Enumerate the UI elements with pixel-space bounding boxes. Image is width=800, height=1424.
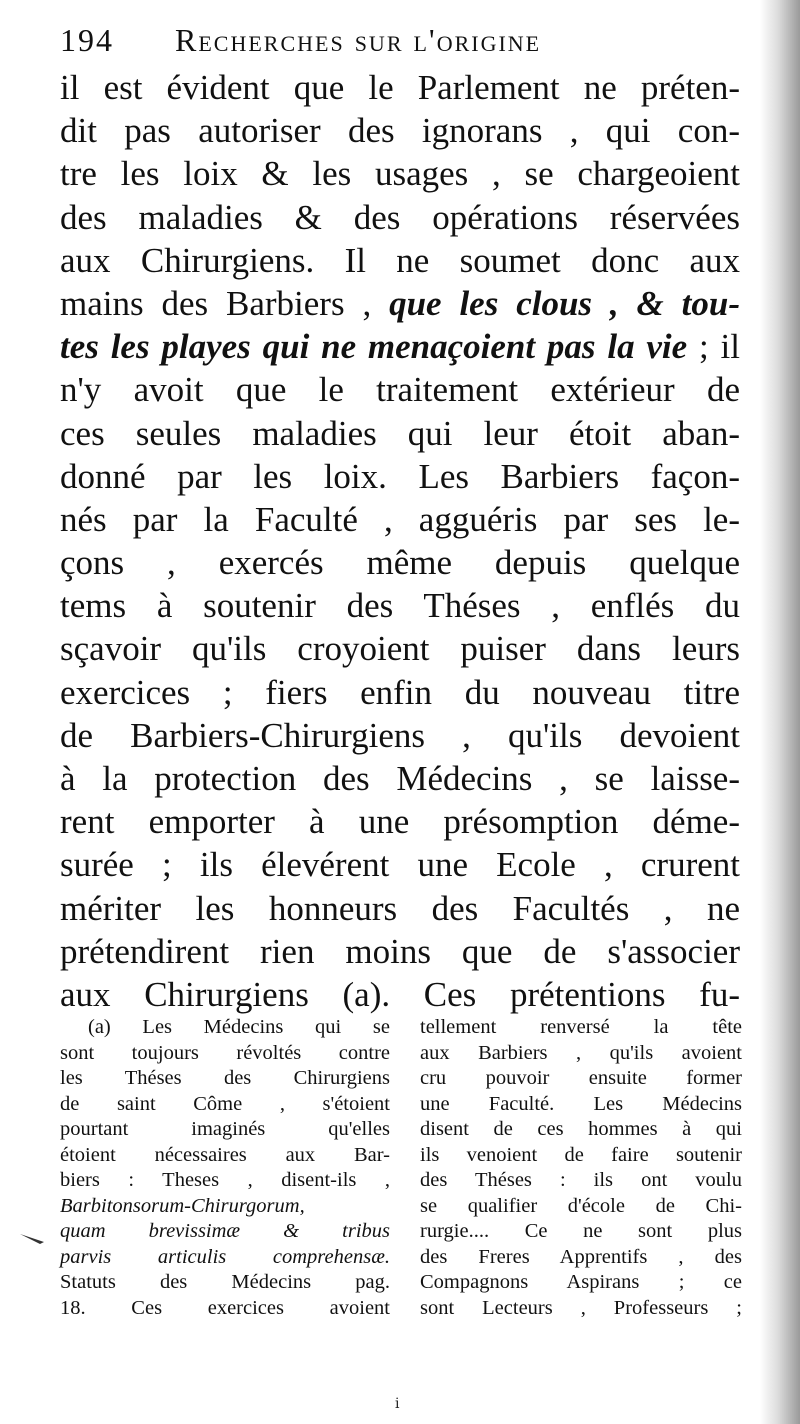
footnote-line: tellement renversé la tête bbox=[420, 1016, 742, 1038]
italic-phrase: tes les playes qui ne menaçoient pas la vie bbox=[60, 327, 688, 367]
footnote-left-column bbox=[60, 1015, 390, 1321]
footnote-line: une Faculté. Les Médecins bbox=[420, 1092, 742, 1115]
text-line: de Barbiers-Chirurgiens , qu'ils devoient bbox=[60, 715, 740, 755]
footnote-line: ils venoient de faire soutenir bbox=[420, 1143, 742, 1166]
text-line: mériter les honneurs des Facultés , ne bbox=[60, 888, 740, 928]
italic-phrase: que les clous , & tou- bbox=[389, 283, 740, 323]
text-line: sçavoir qu'ils croyoient puiser dans leurs bbox=[60, 629, 740, 669]
page-edge-shadow bbox=[760, 0, 800, 1424]
text-line: tems à soutenir des Théses , enflés du bbox=[60, 586, 740, 626]
text-line: ces seules maladies qui leur étoit aban- bbox=[60, 413, 740, 453]
footnote-line: aux Barbiers , qu'ils avoient bbox=[420, 1041, 742, 1064]
text-line: tre les loix & les usages , se chargeoient bbox=[60, 154, 740, 194]
text-line: exercices ; fiers enfin du nouveau titre bbox=[60, 672, 740, 712]
text-line: il est évident que le Parlement ne préten- bbox=[60, 68, 740, 107]
running-title: Recherches sur l'origine bbox=[175, 22, 542, 58]
text-line: n'y avoit que le traitement extérieur de bbox=[60, 370, 740, 410]
footnote-line: biers : Theses , disent-ils , bbox=[60, 1169, 390, 1191]
footnote-line-italic: Barbitonsorum-Chirurgorum, bbox=[60, 1194, 305, 1217]
footnote-line-italic: parvis articulis comprehensæ. bbox=[60, 1245, 390, 1268]
footnote-line: sont toujours révoltés contre bbox=[60, 1041, 390, 1064]
footnote-line: Compagnons Aspirans ; ce bbox=[420, 1271, 742, 1293]
footnote-line: disent de ces hommes à qui bbox=[420, 1118, 742, 1140]
footnote-line: rurgie.... Ce ne sont plus bbox=[420, 1220, 742, 1242]
text-segment: mains des Barbiers , bbox=[60, 283, 390, 323]
main-body-text bbox=[60, 66, 740, 1016]
text-line: rent emporter à une présomption déme- bbox=[60, 802, 740, 842]
text-line: donné par les loix. Les Barbiers façon- bbox=[60, 456, 740, 496]
footnote-line: des Théses : ils ont voulu bbox=[420, 1169, 742, 1191]
text-line: aux Chirurgiens (a). Ces prétentions fu- bbox=[60, 974, 740, 1014]
footnote-line: pourtant imaginés qu'elles bbox=[60, 1118, 390, 1140]
bottom-mark: i bbox=[395, 1396, 400, 1412]
footnote-right-column bbox=[420, 1015, 742, 1321]
text-line: des maladies & des opérations réservées bbox=[60, 197, 740, 237]
footnote-line: cru pouvoir ensuite former bbox=[420, 1067, 742, 1089]
footnote-line: étoient nécessaires aux Bar- bbox=[60, 1143, 390, 1166]
footnote-line-italic: quam brevissimæ & tribus bbox=[60, 1220, 390, 1242]
text-line: nés par la Faculté , agguéris par ses le- bbox=[60, 499, 740, 539]
footnote-line: se qualifier d'école de Chi- bbox=[420, 1194, 742, 1217]
footnote-line: sont Lecteurs , Professeurs ; bbox=[420, 1296, 742, 1319]
text-line: dit pas autoriser des ignorans , qui con- bbox=[60, 111, 740, 151]
footnote-line: (a) Les Médecins qui se bbox=[88, 1016, 390, 1038]
footnote-line: des Freres Apprentifs , des bbox=[420, 1245, 742, 1268]
text-line: çons , exercés même depuis quelque bbox=[60, 543, 740, 583]
footnote-line: les Théses des Chirurgiens bbox=[60, 1067, 390, 1089]
margin-mark-icon bbox=[18, 1228, 48, 1246]
text-line bbox=[60, 325, 740, 368]
footnote-line: 18. Ces exercices avoient bbox=[60, 1296, 390, 1319]
page-header bbox=[60, 22, 700, 72]
text-line: à la protection des Médecins , se laisse- bbox=[60, 759, 740, 798]
text-line: aux Chirurgiens. Il ne soumet donc aux bbox=[60, 240, 740, 280]
text-line: prétendirent rien moins que de s'associer bbox=[60, 931, 740, 971]
page-number: 194 bbox=[60, 22, 114, 58]
text-line bbox=[60, 282, 740, 325]
text-line: surée ; ils élevérent une Ecole , crurent bbox=[60, 845, 740, 885]
footnote-line: de saint Côme , s'étoient bbox=[60, 1092, 390, 1115]
footnote-line: Statuts des Médecins pag. bbox=[60, 1271, 390, 1293]
text-segment: ; il bbox=[687, 327, 740, 367]
